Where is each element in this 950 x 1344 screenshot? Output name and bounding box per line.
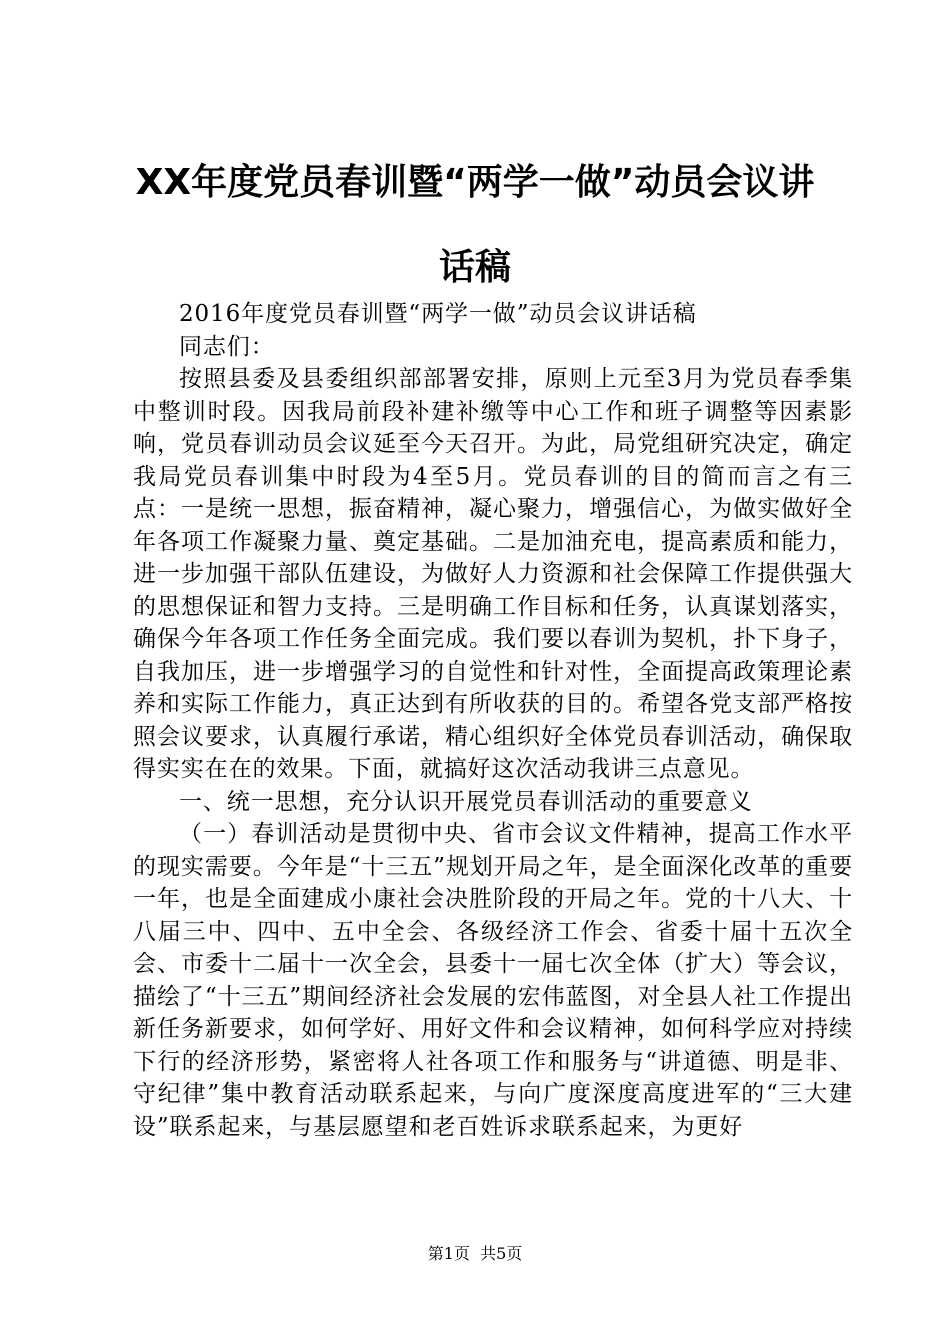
salutation-paragraph: 同志们： xyxy=(179,333,275,360)
body-paragraph: （一）春训活动是贯彻中央、省市会议文件精神，提高工作水平的现实需要。今年是“十三五”规划开局之年，是全面深化改革的重要一年，也是全面建成小康社会决胜阶段的开局之年。党的十八大、十八届三中、四中、五中全会、各级经济工作会、省委十届十五次全会、市委十二届十一次全会，县委十一届七次全体（扩大）等会议，描绘了“十三五”期间经济社会发展的宏伟蓝图，对全县人社工作提出新任务新要求，如何学好、用好文件和会议精神，如何科学应对持续下行的经济形势，紧密将人社各项工作和服务与“讲道德、明是非、守纪律”集中教育活动联系起来，与向广度深度高度进军的“三大建设”联系起来，与基层愿望和老百姓诉求联系起来，为更好 xyxy=(133,821,853,1140)
section-heading: 一、统一思想，充分认识开展党员春训活动的重要意义 xyxy=(179,788,753,815)
document-title-line-1: XX年度党员春训暨“两学一做”动员会议讲 xyxy=(135,162,815,203)
document-title-line-2: 话稿 xyxy=(438,247,511,288)
page-number-footer: 第1页 共5页 xyxy=(427,1244,523,1263)
body-paragraph: 按照县委及县委组织部部署安排，原则上元至3月为党员春季集中整训时段。因我局前段补建补缴等中心工作和班子调整等因素影响，党员春训动员会议延至今天召开。为此，局党组研究决定，确定我局党员春训集中时段为4至5月。党员春训的目的简而言之有三点：一是统一思想，振奋精神，凝心聚力，增强信心，为做实做好全年各项工作凝聚力量、奠定基础。二是加油充电，提高素质和能力，进一步加强干部队伍建设，为做好人力资源和社会保障工作提供强大的思想保证和智力支持。三是明确工作目标和任务，认真谋划落实，确保今年各项工作任务全面完成。我们要以春训为契机，扑下身子，自我加压，进一步增强学习的自觉性和针对性，全面提高政策理论素养和实际工作能力，真正达到有所收获的目的。希望各党支部严格按照会议要求，认真履行承诺，精心组织好全体党员春训活动，确保取得实实在在的效果。下面，就搞好这次活动我讲三点意见。 xyxy=(133,366,853,782)
document-body xyxy=(133,298,853,1143)
subtitle-paragraph: 2016年度党员春训暨“两学一做”动员会议讲话稿 xyxy=(179,301,697,327)
